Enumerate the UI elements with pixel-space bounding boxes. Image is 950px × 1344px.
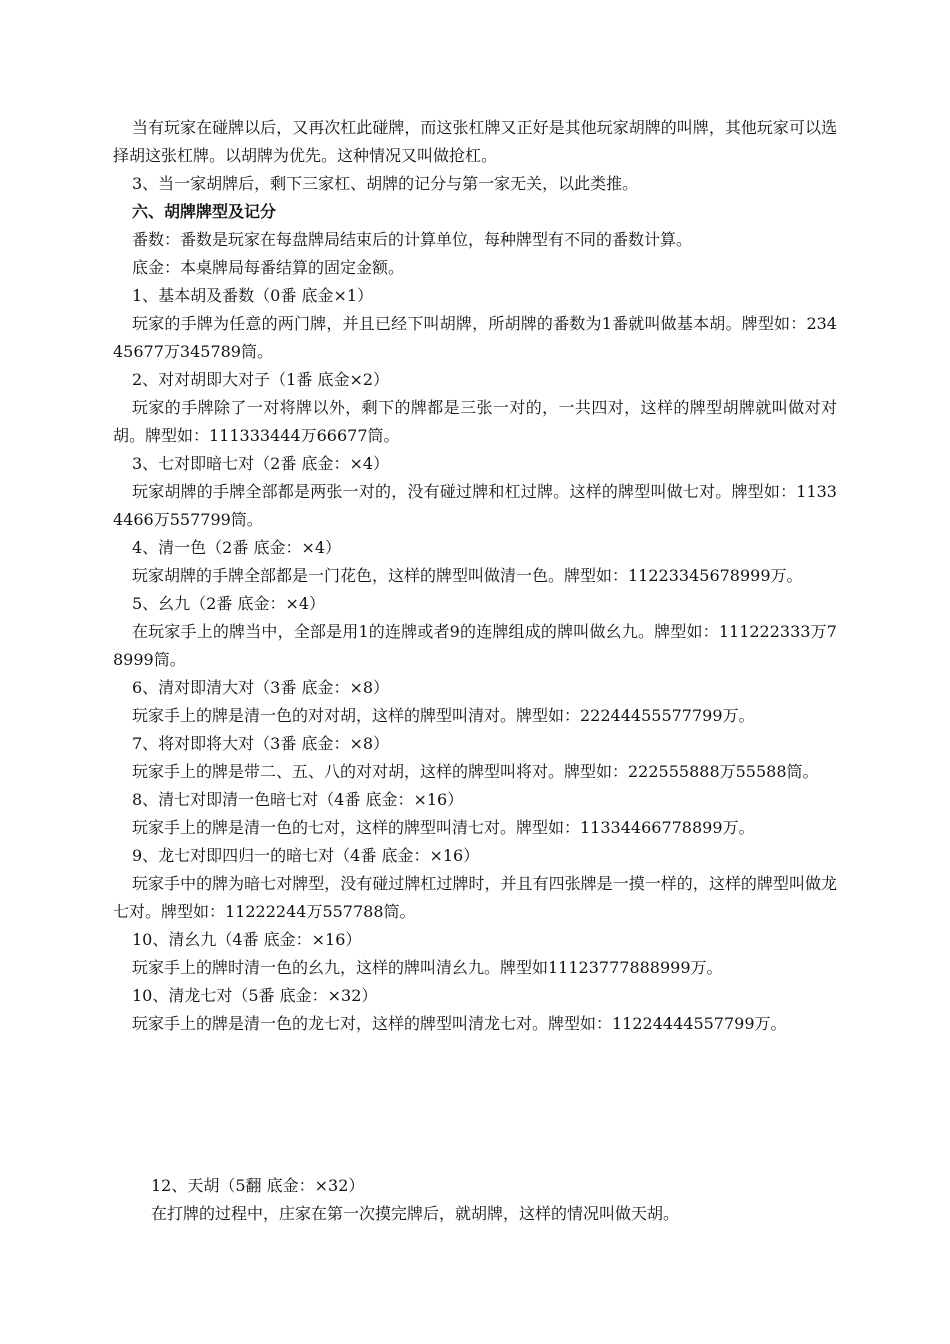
item-title: 12、天胡（5翻 底金：×32）: [151, 1176, 365, 1195]
paragraph-scoring-rule-3: 3、当一家胡牌后，剩下三家杠、胡牌的记分与第一家无关，以此类推。: [132, 174, 639, 193]
item-title: 8、清七对即清一色暗七对（4番 底金：×16）: [132, 790, 464, 809]
item-desc: 玩家手上的牌是清一色的七对，这样的牌型叫清七对。牌型如：11334466778899万。: [132, 818, 755, 837]
item-title: 5、幺九（2番 底金：×4）: [132, 594, 326, 613]
item-title: 9、龙七对即四归一的暗七对（4番 底金：×16）: [132, 846, 480, 865]
item-title: 2、对对胡即大对子（1番 底金×2）: [132, 370, 390, 389]
item-desc: 玩家胡牌的手牌全部都是两张一对的，没有碰过牌和杠过牌。这样的牌型叫做七对。牌型如：11334466万557799筒。: [113, 482, 837, 529]
item-desc: 玩家胡牌的手牌全部都是一门花色，这样的牌型叫做清一色。牌型如：11223345678999万。: [132, 566, 803, 585]
document-tail: [113, 1172, 837, 1228]
item-desc: 玩家的手牌为任意的两门牌，并且已经下叫胡牌，所胡牌的番数为1番就叫做基本胡。牌型如：23445677万345789筒。: [113, 314, 837, 361]
item-title: 7、将对即将大对（3番 底金：×8）: [132, 734, 390, 753]
item-title: 6、清对即清大对（3番 底金：×8）: [132, 678, 390, 697]
item-desc: 在打牌的过程中，庄家在第一次摸完牌后，就胡牌，这样的情况叫做天胡。: [151, 1204, 680, 1223]
definition-base-stake: 底金：本桌牌局每番结算的固定金额。: [132, 258, 405, 277]
item-desc: 玩家手上的牌时清一色的幺九，这样的牌叫清幺九。牌型如11123777888999万。: [132, 958, 723, 977]
item-title: 4、清一色（2番 底金：×4）: [132, 538, 342, 557]
item-desc: 玩家手中的牌为暗七对牌型，没有碰过牌杠过牌时，并且有四张牌是一摸一样的，这样的牌型叫做龙七对。牌型如：11222244万557788筒。: [113, 874, 837, 921]
item-title: 1、基本胡及番数（0番 底金×1）: [132, 286, 374, 305]
item-desc: 玩家手上的牌是清一色的龙七对，这样的牌型叫清龙七对。牌型如：11224444557799万。: [132, 1014, 787, 1033]
section-heading: 六、胡牌牌型及记分: [132, 202, 277, 221]
item-title: 3、七对即暗七对（2番 底金：×4）: [132, 454, 390, 473]
definition-fan: 番数：番数是玩家在每盘牌局结束后的计算单位，每种牌型有不同的番数计算。: [132, 230, 693, 249]
paragraph-rob-kong: 当有玩家在碰牌以后，又再次杠此碰牌，而这张杠牌又正好是其他玩家胡牌的叫牌，其他玩家可以选择胡这张杠牌。以胡牌为优先。这种情况又叫做抢杠。: [113, 118, 837, 165]
item-desc: 玩家手上的牌是带二、五、八的对对胡，这样的牌型叫将对。牌型如：222555888万55588筒。: [132, 762, 819, 781]
item-title: 10、清龙七对（5番 底金：×32）: [132, 986, 378, 1005]
document-body: [113, 114, 837, 1038]
item-desc: 玩家的手牌除了一对将牌以外，剩下的牌都是三张一对的，一共四对，这样的牌型胡牌就叫做对对胡。牌型如：111333444万66677筒。: [113, 398, 837, 445]
item-desc: 在玩家手上的牌当中，全部是用1的连牌或者9的连牌组成的牌叫做幺九。牌型如：111222333万78999筒。: [113, 622, 837, 669]
item-title: 10、清幺九（4番 底金：×16）: [132, 930, 362, 949]
item-desc: 玩家手上的牌是清一色的对对胡，这样的牌型叫清对。牌型如：22244455577799万。: [132, 706, 755, 725]
